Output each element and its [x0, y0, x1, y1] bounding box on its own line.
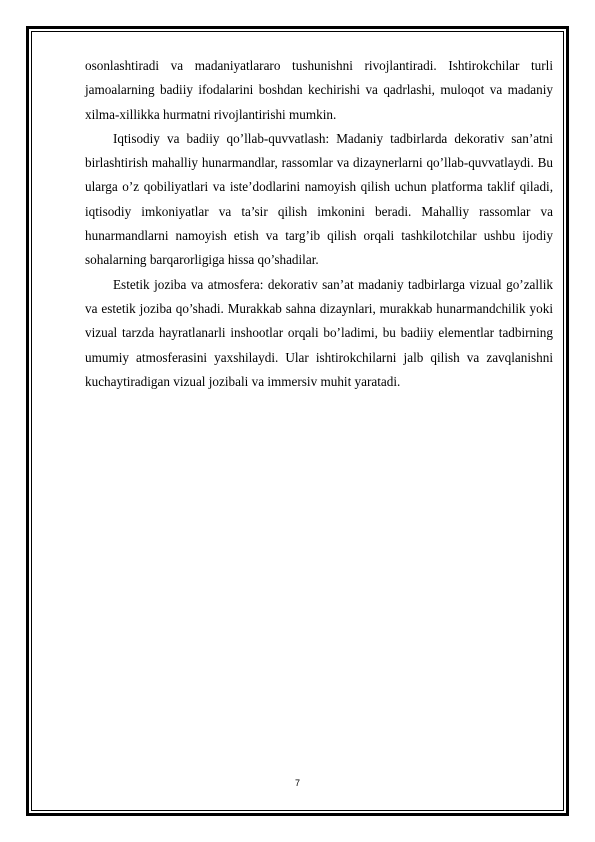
document-body — [85, 54, 553, 394]
paragraph-economic-support: Iqtisodiy va badiiy qo’llab-quvvatlash: Madaniy tadbirlarda dekorativ san’atni birlashtirish mahalliy hunarmandlar, rassomlar va dizaynerlarni qo’llab-quvvatlaydi. Bu ularga o’z qobiliyatlari va iste’dodlarini namoyish qilish uchun platforma taklif qiladi, iqtisodiy imkoniyatlar va ta’sir qilish imkonini beradi. Mahalliy rassomlar va hunarmandlarni namoyish etish va targ’ib qilish orqali tashkilotchilar ushbu ijodiy sohalarning barqarorligiga hissa qo’shadilar. — [85, 130, 553, 268]
page-number: 7 — [294, 778, 300, 788]
paragraph-aesthetic-appeal: Estetik joziba va atmosfera: dekorativ san’at madaniy tadbirlarga vizual go’zallik va estetik joziba qo’shadi. Murakkab sahna dizaynlari, murakkab hunarmandchilik yoki vizual tarzda hayratlanarli inshootlar orqali bo’ladimi, bu badiiy elementlar tadbirning umumiy atmosferasini yaxshilaydi. Ular ishtirokchilarni jalb qilish va zavqlanishni kuchaytiradigan vizual jozibali va immersiv muhit yaratadi. — [85, 276, 553, 389]
paragraph-continuation: osonlashtiradi va madaniyatlararo tushunishni rivojlantiradi. Ishtirokchilar turli jamoalarning badiiy ifodalarini boshdan kechirishi va qadrlashi, muloqot va madaniy xilma-xillikka hurmatni rivojlantirishi mumkin. — [85, 58, 553, 122]
